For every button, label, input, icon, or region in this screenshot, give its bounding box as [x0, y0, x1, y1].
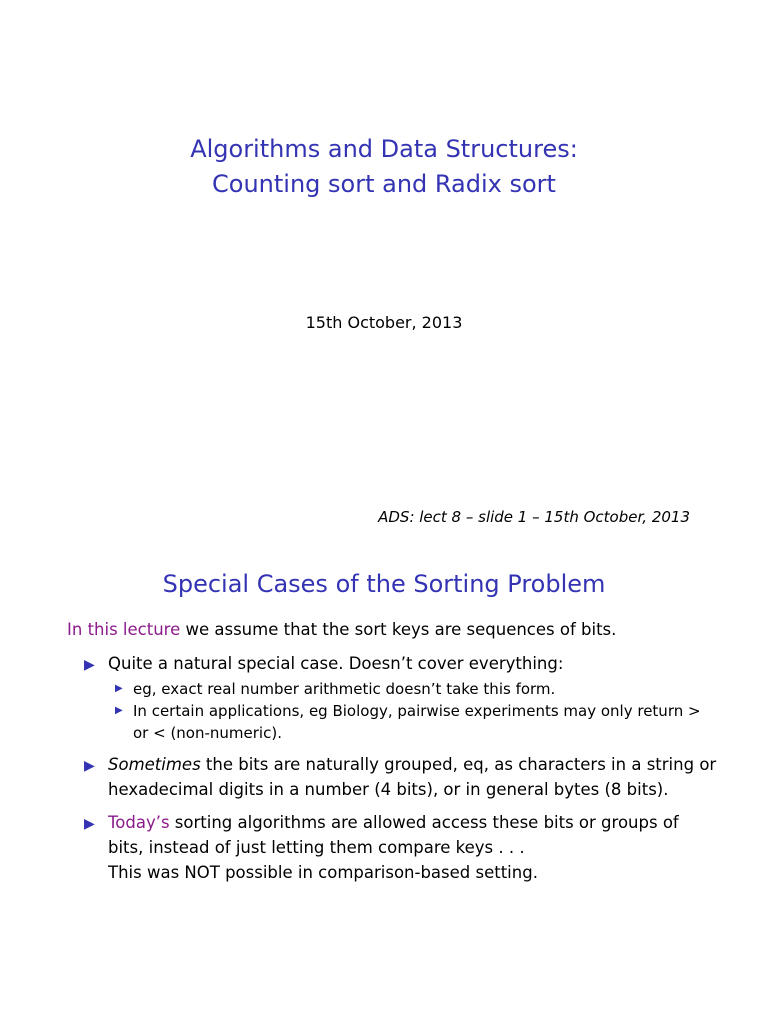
sub-list-item — [115, 678, 717, 700]
triangle-bullet-icon: ▶ — [84, 816, 95, 832]
presentation-date: 15th October, 2013 — [305, 313, 463, 332]
title-line-2: Counting sort and Radix sort — [212, 170, 556, 198]
bullet-text: the bits are naturally grouped, eq, as characters in a string or hexadecimal digits in a number (4 bits), or in general bytes (8 bits). — [108, 755, 717, 799]
slide-content — [67, 617, 717, 893]
slide-footer: ADS: lect 8 – slide 1 – 15th October, 2013 — [378, 508, 690, 526]
title-line-1: Algorithms and Data Structures: — [190, 135, 578, 163]
intro-highlight: In this lecture — [67, 620, 181, 639]
bullet-text-line-2: This was NOT possible in comparison-based setting. — [108, 863, 538, 882]
sub-bullet-text: In certain applications, eg Biology, pairwise experiments may only return > or < (non-numeric). — [133, 702, 701, 742]
list-item — [84, 810, 717, 885]
sub-list-item — [115, 700, 717, 744]
frame-title: Special Cases of the Sorting Problem — [162, 570, 606, 598]
bullet-text: sorting algorithms are allowed access these bits or groups of bits, instead of just letting them compare keys . . . — [108, 813, 679, 857]
bullet-list — [67, 651, 717, 885]
list-item — [84, 651, 717, 744]
intro-text: we assume that the sort keys are sequences of bits. — [180, 620, 617, 639]
sub-bullet-list — [108, 678, 717, 744]
intro-paragraph — [67, 617, 717, 642]
list-item — [84, 752, 717, 802]
triangle-bullet-icon: ▶ — [84, 657, 95, 673]
triangle-sub-bullet-icon: ▶ — [115, 705, 123, 716]
sub-bullet-text: eg, exact real number arithmetic doesn’t take this form. — [133, 680, 556, 698]
triangle-bullet-icon: ▶ — [84, 758, 95, 774]
triangle-sub-bullet-icon: ▶ — [115, 683, 123, 694]
presentation-title — [0, 132, 768, 202]
bullet-lead-italic: Sometimes — [108, 755, 201, 774]
bullet-text: Quite a natural special case. Doesn’t cover everything: — [108, 654, 564, 673]
bullet-lead-highlight: Today’s — [108, 813, 170, 832]
